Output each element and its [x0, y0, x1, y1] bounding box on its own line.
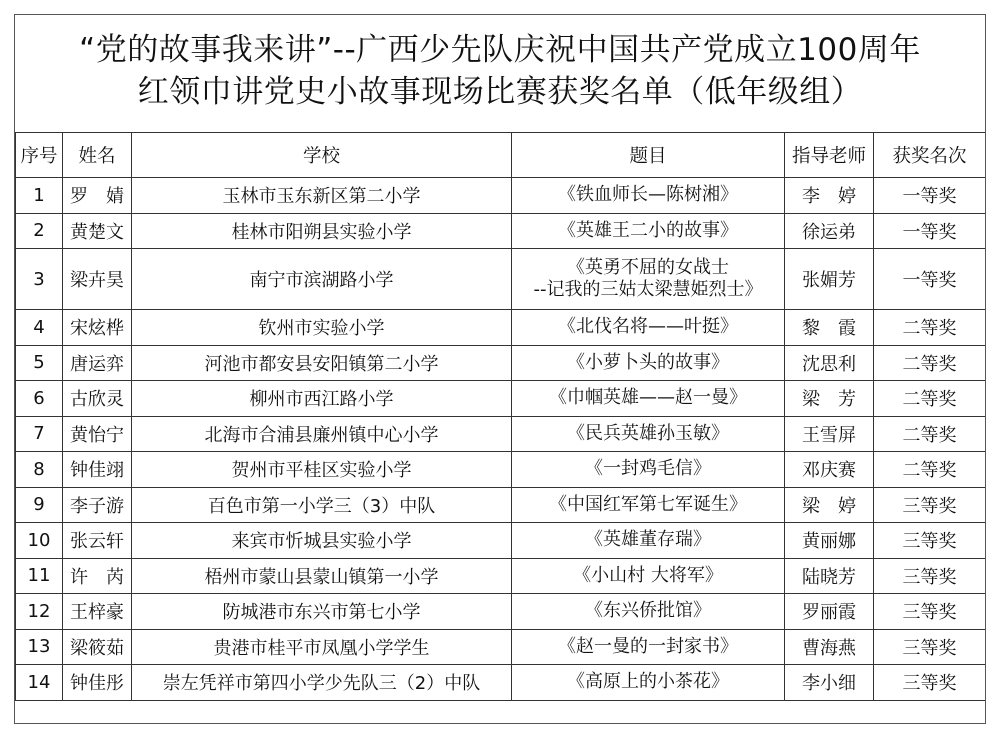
row-teacher: 黎 霞: [785, 310, 874, 346]
row-award: 二等奖: [874, 345, 986, 381]
header-name: 姓名: [63, 133, 132, 178]
row-topic: [512, 178, 785, 214]
header-topic: 题目: [512, 133, 785, 178]
row-award: 三等奖: [874, 487, 986, 523]
topic-line: --记我的三姑太梁慧姫烈士》: [533, 279, 763, 300]
row-award: 一等奖: [874, 249, 986, 310]
topic-line: 《北伐名将——叶挺》: [558, 316, 738, 338]
row-name: 梁筱茹: [63, 629, 132, 665]
row-teacher: 邓庆赛: [785, 452, 874, 488]
table-row: [16, 558, 986, 594]
row-topic: [512, 452, 785, 488]
row-award: 三等奖: [874, 523, 986, 559]
row-name: 宋炫桦: [63, 310, 132, 346]
row-teacher: 徐运弟: [785, 213, 874, 249]
topic-line: 《东兴侨批馆》: [585, 600, 711, 622]
table-row: [16, 523, 986, 559]
row-teacher: 张媚芳: [785, 249, 874, 310]
row-school: 贵港市桂平市凤凰小学学生: [132, 629, 512, 665]
row-index: 7: [16, 416, 63, 452]
row-school: 贺州市平桂区实验小学: [132, 452, 512, 488]
topic-line: 《一封鸡毛信》: [585, 458, 711, 480]
row-award: 二等奖: [874, 381, 986, 417]
row-topic: [512, 213, 785, 249]
table-header-row: [16, 133, 986, 178]
row-index: 13: [16, 629, 63, 665]
table-row: [16, 487, 986, 523]
row-school: 柳州市西江路小学: [132, 381, 512, 417]
row-school: 崇左凭祥市第四小学少先队三（2）中队: [132, 665, 512, 701]
topic-line: 《铁血师长—陈树湘》: [558, 184, 738, 206]
row-index: 1: [16, 178, 63, 214]
table-row: [16, 345, 986, 381]
table-row: [16, 594, 986, 630]
row-index: 6: [16, 381, 63, 417]
title-line-2: 红领巾讲党史小故事现场比赛获奖名单（低年级组）: [137, 74, 863, 110]
row-topic: [512, 381, 785, 417]
row-school: 来宾市忻城县实验小学: [132, 523, 512, 559]
row-award: 一等奖: [874, 178, 986, 214]
row-topic: [512, 665, 785, 701]
row-award: 三等奖: [874, 665, 986, 701]
row-index: 11: [16, 558, 63, 594]
row-teacher: 梁 芳: [785, 381, 874, 417]
award-table: [15, 132, 986, 701]
header-award: 获奖名次: [874, 133, 986, 178]
table-row: [16, 310, 986, 346]
row-name: 唐运弈: [63, 345, 132, 381]
award-table-body: [16, 178, 986, 701]
row-topic: [512, 523, 785, 559]
table-row: [16, 249, 986, 310]
topic-line: 《英雄董存瑞》: [585, 529, 711, 551]
row-award: 三等奖: [874, 629, 986, 665]
row-name: 许 芮: [63, 558, 132, 594]
table-row: [16, 213, 986, 249]
row-name: 张云轩: [63, 523, 132, 559]
row-school: 北海市合浦县廉州镇中心小学: [132, 416, 512, 452]
row-topic: [512, 345, 785, 381]
table-row: [16, 629, 986, 665]
row-index: 2: [16, 213, 63, 249]
row-topic: [512, 558, 785, 594]
row-school: 河池市都安县安阳镇第二小学: [132, 345, 512, 381]
row-index: 14: [16, 665, 63, 701]
row-school: 梧州市蒙山县蒙山镇第一小学: [132, 558, 512, 594]
award-list-sheet: [14, 14, 986, 724]
table-row: [16, 665, 986, 701]
row-name: 黄怡宁: [63, 416, 132, 452]
topic-line: 《小山村 大将军》: [573, 564, 723, 586]
row-index: 4: [16, 310, 63, 346]
row-index: 12: [16, 594, 63, 630]
row-topic: [512, 594, 785, 630]
row-name: 罗 婧: [63, 178, 132, 214]
row-teacher: 李 婷: [785, 178, 874, 214]
topic-line: 《小萝卜头的故事》: [567, 351, 729, 373]
topic-line: 《巾帼英雄——赵一曼》: [549, 387, 747, 409]
row-name: 黄楚文: [63, 213, 132, 249]
row-topic: [512, 249, 785, 310]
row-name: 古欣灵: [63, 381, 132, 417]
row-name: 李子游: [63, 487, 132, 523]
row-school: 桂林市阳朔县实验小学: [132, 213, 512, 249]
row-teacher: 黄丽娜: [785, 523, 874, 559]
row-award: 一等奖: [874, 213, 986, 249]
table-row: [16, 452, 986, 488]
header-teacher: 指导老师: [785, 133, 874, 178]
row-teacher: 曹海燕: [785, 629, 874, 665]
row-index: 3: [16, 249, 63, 310]
row-teacher: 陆晓芳: [785, 558, 874, 594]
topic-line: 《中国红军第七军诞生》: [549, 493, 747, 515]
header-index: 序号: [16, 133, 63, 178]
topic-line: 《民兵英雄孙玉敏》: [567, 422, 729, 444]
row-teacher: 沈思利: [785, 345, 874, 381]
row-teacher: 梁 婷: [785, 487, 874, 523]
row-topic: [512, 487, 785, 523]
row-topic: [512, 310, 785, 346]
header-school: 学校: [132, 133, 512, 178]
row-school: 玉林市玉东新区第二小学: [132, 178, 512, 214]
row-index: 8: [16, 452, 63, 488]
row-school: 南宁市滨湖路小学: [132, 249, 512, 310]
row-award: 二等奖: [874, 310, 986, 346]
table-row: [16, 381, 986, 417]
row-school: 钦州市实验小学: [132, 310, 512, 346]
row-name: 梁卉昊: [63, 249, 132, 310]
table-row: [16, 178, 986, 214]
row-teacher: 李小细: [785, 665, 874, 701]
row-topic: [512, 416, 785, 452]
row-index: 10: [16, 523, 63, 559]
row-index: 5: [16, 345, 63, 381]
row-award: 三等奖: [874, 594, 986, 630]
row-topic: [512, 629, 785, 665]
row-award: 二等奖: [874, 416, 986, 452]
row-award: 三等奖: [874, 558, 986, 594]
row-teacher: 王雪屏: [785, 416, 874, 452]
table-row: [16, 416, 986, 452]
row-teacher: 罗丽霞: [785, 594, 874, 630]
row-school: 防城港市东兴市第七小学: [132, 594, 512, 630]
row-school: 百色市第一小学三（3）中队: [132, 487, 512, 523]
row-name: 钟佳翊: [63, 452, 132, 488]
row-award: 二等奖: [874, 452, 986, 488]
row-name: 钟佳彤: [63, 665, 132, 701]
topic-line: 《高原上的小茶花》: [567, 671, 729, 693]
topic-line: 《英勇不屈的女战士: [567, 257, 729, 278]
topic-line: 《英雄王二小的故事》: [558, 219, 738, 241]
row-index: 9: [16, 487, 63, 523]
document-title: [15, 15, 985, 133]
title-line-1: “党的故事我来讲”--广西少先队庆祝中国共产党成立100周年: [79, 32, 921, 68]
row-name: 王梓豪: [63, 594, 132, 630]
topic-line: 《赵一曼的一封家书》: [558, 635, 738, 657]
